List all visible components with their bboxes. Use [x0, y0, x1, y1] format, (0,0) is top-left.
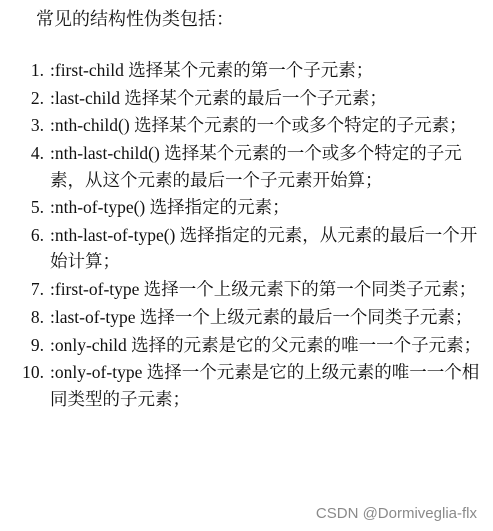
list-item	[0, 57, 493, 84]
list-item-number: 1.	[30, 60, 44, 80]
list-item	[0, 222, 493, 275]
list-item-number: 10.	[22, 362, 44, 383]
list-item-text: :nth-last-of-type() 选择指定的元素，从元素的最后一个开始计算；	[50, 224, 478, 272]
list-item-text: :nth-child() 选择某个元素的一个或多个特定的子元素；	[50, 115, 467, 136]
list-item-text: :first-child 选择某个元素的第一个子元素；	[50, 60, 374, 80]
list-item-number: 4.	[30, 143, 44, 164]
list-item	[0, 276, 493, 303]
list-item-number: 6.	[30, 224, 44, 245]
list-item-text: :only-child 选择的元素是它的父元素的唯一一个子元素；	[50, 334, 482, 355]
list-item	[0, 359, 493, 412]
list-item-number: 3.	[30, 115, 44, 136]
list-item	[0, 85, 493, 112]
list-item	[0, 332, 493, 359]
list-item-text: :last-of-type 选择一个上级元素的最后一个同类子元素；	[50, 306, 473, 327]
list-item-number: 9.	[30, 334, 44, 355]
list-item	[0, 112, 493, 139]
list-item-text: :nth-last-child() 选择某个元素的一个或多个特定的子元素，从这个元素的最后一个子元素开始算；	[50, 143, 462, 190]
pseudo-class-list	[0, 57, 493, 413]
list-item-text: :nth-of-type() 选择指定的元素；	[50, 197, 290, 218]
list-heading: 常见的结构性伪类包括：	[36, 9, 234, 29]
list-item-number: 2.	[30, 87, 44, 108]
list-item	[0, 194, 493, 221]
list-item-text: :only-of-type 选择一个元素是它的上级元素的唯一一个相同类型的子元素；	[50, 362, 480, 409]
list-item-number: 8.	[30, 306, 44, 327]
list-item-number: 5.	[30, 197, 44, 218]
list-item	[0, 304, 493, 331]
list-item-text: :last-child 选择某个元素的最后一个子元素；	[50, 87, 387, 108]
list-item-number: 7.	[30, 279, 44, 300]
list-item-text: :first-of-type 选择一个上级元素下的第一个同类子元素；	[50, 279, 477, 300]
csdn-watermark: CSDN @Dormiveglia-flx	[315, 505, 477, 522]
list-item	[0, 140, 493, 193]
